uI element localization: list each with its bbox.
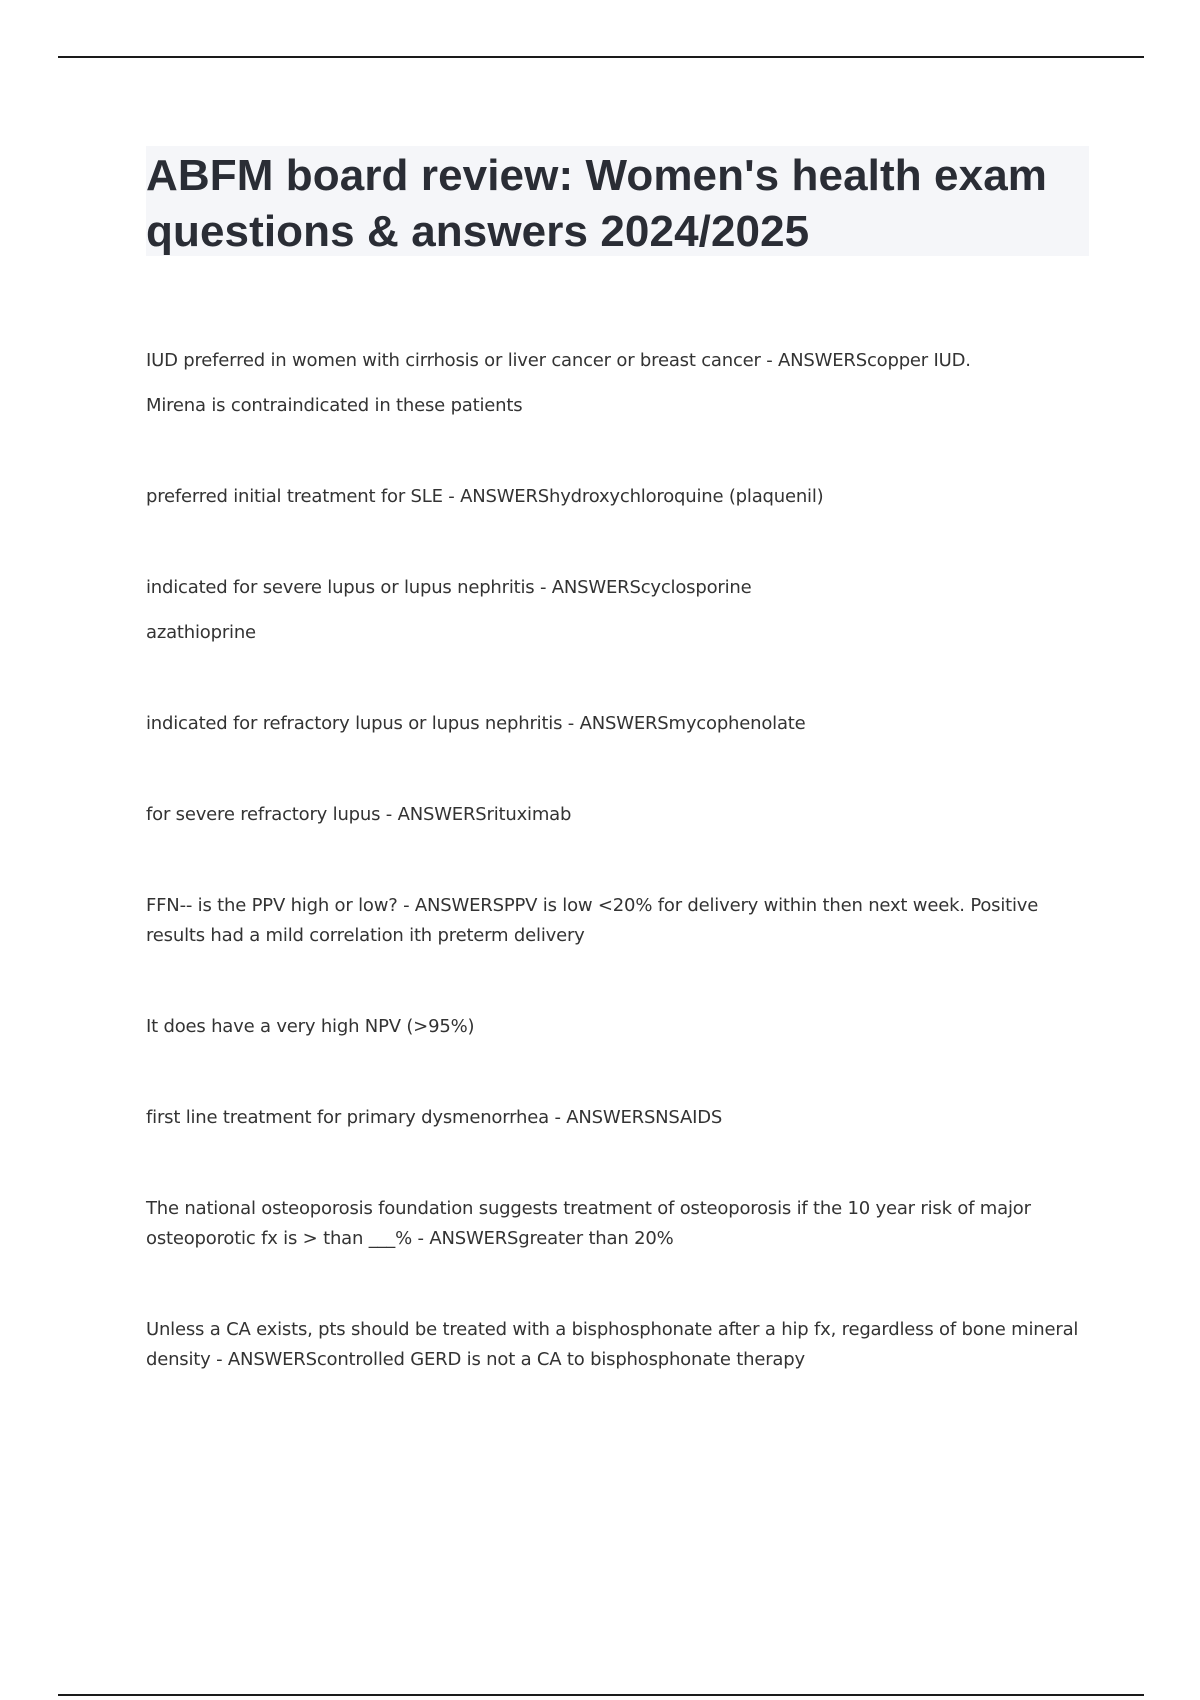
- page-title: ABFM board review: Women's health exam questions & answers 2024/2025: [146, 151, 1047, 256]
- qa-text: first line treatment for primary dysmenorrhea - ANSWERSNSAIDS: [146, 1107, 723, 1128]
- qa-text: Unless a CA exists, pts should be treated with a bisphosphonate after a hip fx, regardless of bone mineral density - ANSWERScontrolled GERD is not a CA to bisphosphonate therapy: [146, 1319, 1079, 1370]
- qa-entry-8: [146, 1103, 1096, 1133]
- footer-rule: [58, 1694, 1144, 1696]
- qa-text: indicated for refractory lupus or lupus nephritis - ANSWERSmycophenolate: [146, 713, 806, 734]
- qa-entry-5: [146, 800, 1096, 830]
- qa-text: The national osteoporosis foundation suggests treatment of osteoporosis if the 10 year risk of major osteoporotic fx is > than ___% - ANSWERSgreater than 20%: [146, 1198, 1031, 1249]
- qa-entry-4: [146, 709, 1096, 739]
- qa-text: FFN-- is the PPV high or low? - ANSWERSPPV is low <20% for delivery within then next week. Positive results had a mild correlation ith preterm delivery: [146, 895, 1039, 946]
- qa-text: IUD preferred in women with cirrhosis or liver cancer or breast cancer - ANSWERScopper IUD.: [146, 350, 971, 371]
- qa-entry-10: [146, 1315, 1096, 1375]
- qa-text: Mirena is contraindicated in these patients: [146, 395, 523, 416]
- qa-text: azathioprine: [146, 622, 256, 643]
- header-rule: [58, 56, 1144, 58]
- qa-entry-3: [146, 573, 1096, 648]
- qa-text: preferred initial treatment for SLE - ANSWERShydroxychloroquine (plaquenil): [146, 486, 824, 507]
- qa-list: [146, 346, 1096, 1375]
- qa-entry-1: [146, 346, 1096, 421]
- title-block: [146, 146, 1089, 256]
- qa-entry-2: [146, 482, 1096, 512]
- qa-text: indicated for severe lupus or lupus nephritis - ANSWERScyclosporine: [146, 577, 752, 598]
- qa-entry-6: [146, 891, 1096, 951]
- qa-entry-7: [146, 1012, 1096, 1042]
- qa-entry-9: [146, 1194, 1096, 1254]
- qa-text: It does have a very high NPV (>95%): [146, 1016, 475, 1037]
- qa-text: for severe refractory lupus - ANSWERSrituximab: [146, 804, 572, 825]
